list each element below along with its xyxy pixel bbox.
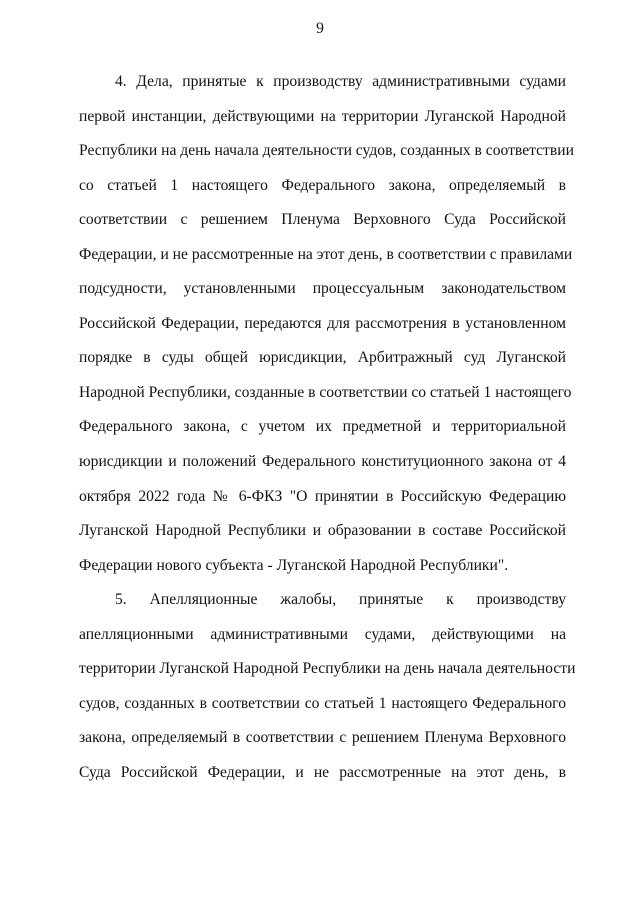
paragraph-line: 4. Дела, принятые к производству административными судами (115, 73, 566, 90)
paragraph-line: судов, созданных в соответствии со статьей 1 настоящего Федерального (79, 694, 566, 712)
paragraph-line: Российской Федерации, передаются для рассмотрения в установленном (79, 314, 566, 332)
paragraph-line: Суда Российской Федерации, и не рассмотренные на этот день, в (79, 763, 566, 781)
paragraph-line: Федерации, и не рассмотренные на этот день, в соответствии с правилами (79, 245, 573, 263)
paragraph-line: юрисдикции и положений Федерального конституционного закона от 4 (79, 453, 566, 471)
paragraph-line: апелляционными административными судами, действующими на (79, 625, 566, 643)
paragraph-line: территории Луганской Народной Республики на день начала деятельности (79, 660, 576, 678)
paragraph-line: подсудности, установленными процессуальным законодательством (79, 280, 566, 298)
page-number: 9 (316, 20, 324, 37)
paragraph-line: Федерации нового субъекта - Луганской Народной Республики". (79, 556, 509, 574)
paragraph-line: закона, определяемый в соответствии с решением Пленума Верховного (79, 729, 566, 747)
paragraph-line: со статьей 1 настоящего Федерального закона, определяемый в (79, 176, 566, 194)
paragraph-line: октября 2022 года № 6-ФКЗ "О принятии в Российскую Федерацию (79, 487, 566, 505)
paragraph-line: 5. Апелляционные жалобы, принятые к производству (115, 591, 566, 608)
paragraph-line: Народной Республики, созданные в соответствии со статьей 1 настоящего (79, 383, 572, 401)
paragraph-line: соответствии с решением Пленума Верховного Суда Российской (79, 211, 566, 229)
paragraph-line: Республики на день начала деятельности судов, созданных в соответствии (79, 142, 574, 160)
paragraph-line: Луганской Народной Республики и образовании в составе Российской (79, 522, 566, 540)
paragraph-4 (79, 72, 574, 590)
paragraph-line: Федерального закона, с учетом их предметной и территориальной (79, 418, 566, 436)
paragraph-line: порядке в суды общей юрисдикции, Арбитражный суд Луганской (79, 349, 566, 367)
paragraph-line: первой инстанции, действующими на территории Луганской Народной (79, 107, 566, 125)
paragraph-5 (79, 590, 576, 797)
